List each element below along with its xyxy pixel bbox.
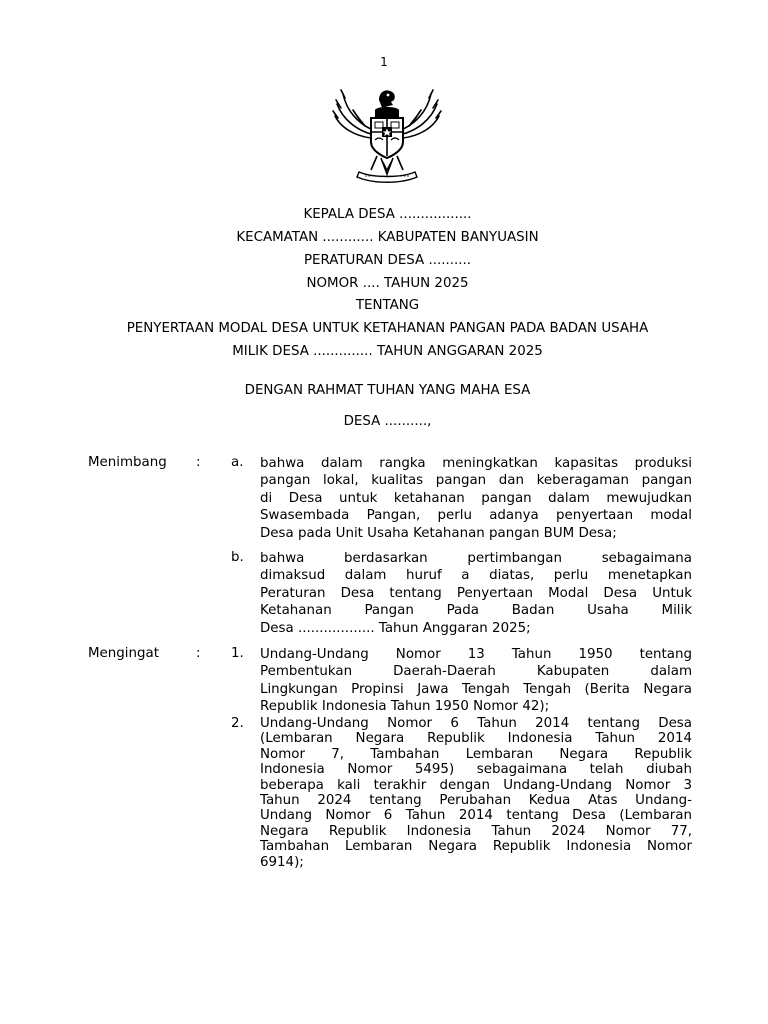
text-line: Republik Indonesia Tahun 1950 Nomor 42); [260, 699, 550, 715]
text-line: Undang-Undang Nomor 13 Tahun 1950 tentang [260, 647, 692, 662]
mengingat-item-2-marker: 2. [231, 716, 244, 731]
text-line: Indonesia Nomor 5495) sebagaimana telah diubah [260, 762, 692, 778]
text-line: Desa pada Unit Usaha Ketahanan pangan BUM Desa; [260, 525, 617, 541]
mengingat-item-2 [260, 716, 692, 870]
text-line: di Desa untuk ketahanan pangan dalam mewujudkan [260, 490, 692, 506]
text-line: Pembentukan Daerah-Daerah Kabupaten dalam [260, 664, 692, 680]
text-line: Nomor 7, Tambahan Lembaran Negara Republik [260, 746, 692, 762]
menimbang-item-a [260, 455, 692, 542]
text-line: Tahun 2024 tentang Perubahan Kedua Atas Undang- [260, 792, 692, 808]
text-line: Peraturan Desa tentang Penyertaan Modal Desa Untuk [260, 585, 692, 601]
heading-tentang: TENTANG [355, 298, 420, 313]
menimbang-item-a-marker: a. [231, 455, 244, 470]
text-line: dimaksud dalam huruf a diatas, perlu menetapkan [260, 568, 692, 584]
text-line: bahwa berdasarkan pertimbangan sebagaimana [260, 551, 692, 566]
text-line: 6914); [260, 854, 304, 870]
text-line: (Lembaran Negara Republik Indonesia Tahun 2014 [260, 731, 692, 747]
heading-kecamatan: KECAMATAN ............ KABUPATEN BANYUASIN [236, 230, 539, 245]
menimbang-label: Menimbang [88, 455, 167, 470]
text-line: Tambahan Lembaran Negara Republik Indonesia Nomor [260, 839, 692, 855]
menimbang-item-b-marker: b. [231, 550, 244, 565]
heading-peraturan-desa: PERATURAN DESA .......... [303, 253, 472, 268]
text-line: Swasembada Pangan, perlu adanya penyertaan modal [260, 508, 692, 524]
text-line: Ketahanan Pangan Pada Badan Usaha Milik [260, 603, 692, 619]
preamble-rahmat: DENGAN RAHMAT TUHAN YANG MAHA ESA [244, 383, 531, 398]
mengingat-label: Mengingat [88, 646, 159, 661]
heading-nomor-tahun: NOMOR .... TAHUN 2025 [306, 276, 469, 291]
heading-title-line-1: PENYERTAAN MODAL DESA UNTUK KETAHANAN PANGAN PADA BADAN USAHA [126, 321, 649, 336]
heading-kepala-desa: KEPALA DESA ................. [303, 207, 472, 222]
text-line: pangan lokal, kualitas pangan dan keberagaman pangan [260, 473, 692, 489]
preamble-desa: DESA .........., [343, 414, 432, 429]
menimbang-colon: : [196, 455, 201, 470]
heading-title-line-2: MILIK DESA .............. TAHUN ANGGARAN 2025 [232, 344, 543, 359]
text-line: beberapa kali terakhir dengan Undang-Undang Nomor 3 [260, 777, 692, 793]
text-line: Undang Nomor 6 Tahun 2014 tentang Desa (Lembaran [260, 808, 692, 824]
text-line: bahwa dalam rangka meningkatkan kapasitas produksi [260, 456, 692, 471]
text-line: Undang-Undang Nomor 6 Tahun 2014 tentang Desa [260, 716, 692, 731]
page-number: 1 [380, 55, 388, 69]
text-line: Negara Republik Indonesia Tahun 2024 Nomor 77, [260, 823, 692, 839]
mengingat-item-1 [260, 646, 692, 716]
mengingat-item-1-marker: 1. [231, 646, 244, 661]
text-line: Desa .................. Tahun Anggaran 2025; [260, 620, 531, 636]
text-line: Lingkungan Propinsi Jawa Tengah Tengah (Berita Negara [260, 681, 692, 697]
garuda-pancasila-emblem-icon [331, 80, 443, 188]
menimbang-item-b [260, 550, 692, 637]
mengingat-colon: : [196, 646, 201, 661]
